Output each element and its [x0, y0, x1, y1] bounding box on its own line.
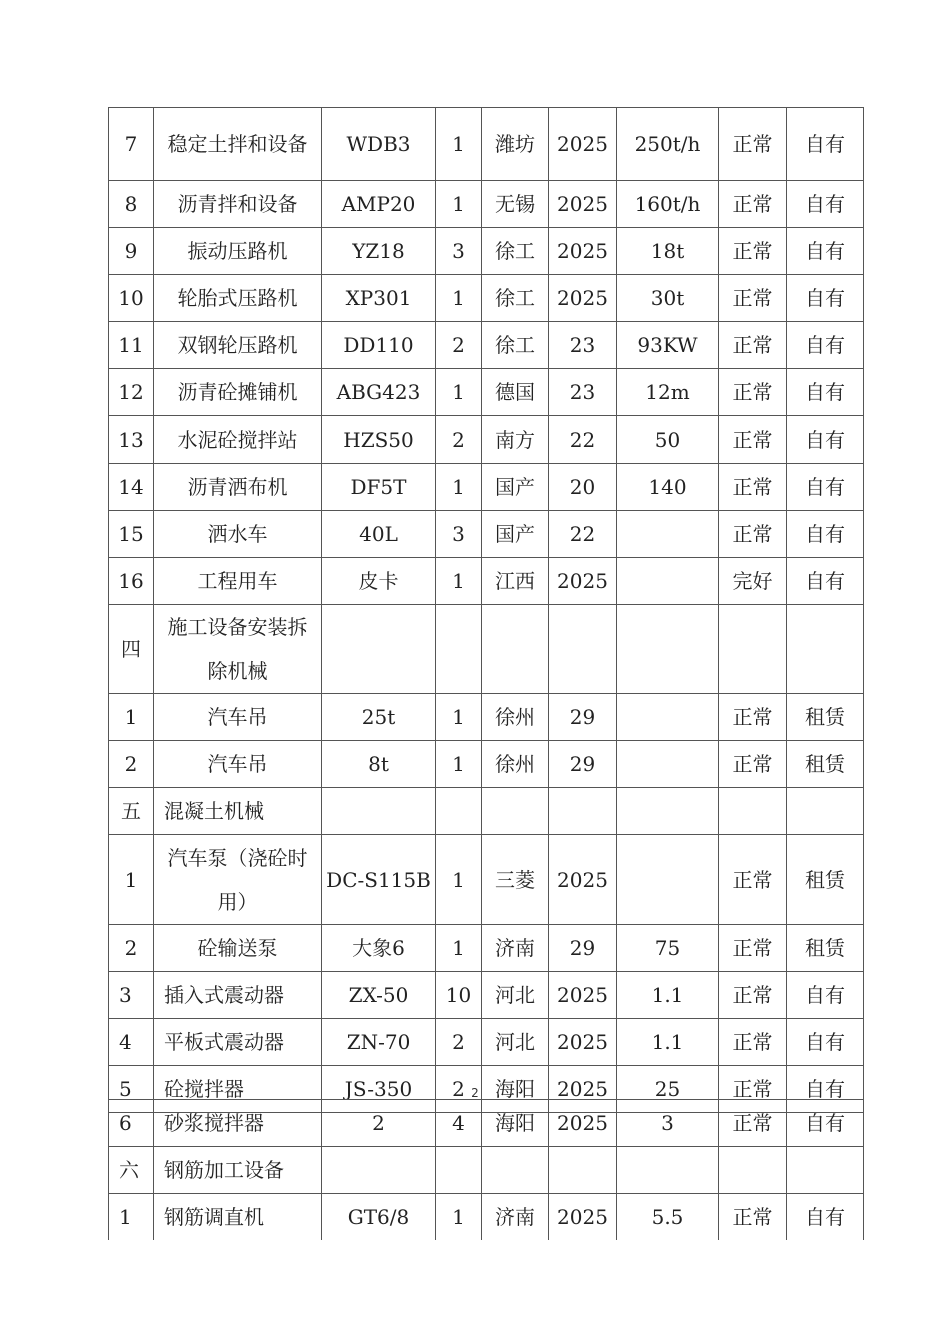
- cell-equipment-name: 汽车吊: [154, 694, 322, 741]
- equipment-table: [108, 107, 864, 1113]
- cell-origin: 徐工: [482, 228, 549, 275]
- cell-ownership: [787, 1147, 864, 1194]
- cell-origin: 德国: [482, 369, 549, 416]
- cell-model-spec: DF5T: [322, 464, 436, 511]
- cell-quantity: 1: [436, 181, 482, 228]
- table-row: [109, 108, 864, 181]
- cell-row-number: 五: [109, 788, 154, 835]
- cell-quantity: 1: [436, 369, 482, 416]
- cell-model-spec: 25t: [322, 694, 436, 741]
- table-row: [109, 694, 864, 741]
- cell-year: 2025: [549, 972, 617, 1019]
- cell-row-number: 11: [109, 322, 154, 369]
- table-row: [109, 416, 864, 464]
- cell-ownership: 自有: [787, 511, 864, 558]
- cell-status: 正常: [719, 835, 787, 925]
- cell-year: 2025: [549, 1100, 617, 1147]
- cell-quantity: 2: [436, 1066, 482, 1113]
- table-row: [109, 605, 864, 694]
- cell-status: 正常: [719, 741, 787, 788]
- cell-year: 2025: [549, 275, 617, 322]
- cell-quantity: 2: [436, 322, 482, 369]
- cell-year: 2025: [549, 1194, 617, 1241]
- cell-quantity: [436, 605, 482, 694]
- cell-model-spec: 大象6: [322, 925, 436, 972]
- cell-ownership: [787, 788, 864, 835]
- cell-model-spec: [322, 605, 436, 694]
- cell-row-number: 10: [109, 275, 154, 322]
- cell-row-number: 16: [109, 558, 154, 605]
- cell-capacity: [617, 788, 719, 835]
- cell-row-number: 12: [109, 369, 154, 416]
- cell-model-spec: DD110: [322, 322, 436, 369]
- cell-model-spec: AMP20: [322, 181, 436, 228]
- cell-equipment-name: 沥青拌和设备: [154, 181, 322, 228]
- cell-status: 正常: [719, 322, 787, 369]
- table-row: [109, 228, 864, 275]
- cell-row-number: 15: [109, 511, 154, 558]
- cell-status: [719, 605, 787, 694]
- cell-quantity: [436, 788, 482, 835]
- cell-quantity: 1: [436, 108, 482, 181]
- cell-ownership: 自有: [787, 1100, 864, 1147]
- cell-year: 2025: [549, 228, 617, 275]
- cell-origin: 海阳: [482, 1066, 549, 1113]
- cell-equipment-name: 施工设备安装拆除机械: [154, 605, 322, 694]
- cell-origin: 徐州: [482, 741, 549, 788]
- cell-row-number: 四: [109, 605, 154, 694]
- table-row: [109, 181, 864, 228]
- cell-status: 正常: [719, 181, 787, 228]
- cell-ownership: 租赁: [787, 925, 864, 972]
- cell-origin: 河北: [482, 972, 549, 1019]
- cell-capacity: 50: [617, 416, 719, 464]
- cell-capacity: 160t/h: [617, 181, 719, 228]
- cell-model-spec: WDB3: [322, 108, 436, 181]
- cell-status: 正常: [719, 464, 787, 511]
- cell-equipment-name: 砼输送泵: [154, 925, 322, 972]
- cell-capacity: 250t/h: [617, 108, 719, 181]
- cell-capacity: 3: [617, 1100, 719, 1147]
- cell-ownership: 租赁: [787, 694, 864, 741]
- cell-ownership: 自有: [787, 464, 864, 511]
- cell-row-number: 3: [109, 972, 154, 1019]
- cell-equipment-name: 工程用车: [154, 558, 322, 605]
- cell-status: [719, 1147, 787, 1194]
- cell-row-number: 4: [109, 1019, 154, 1066]
- table-row: [109, 925, 864, 972]
- table-row: [109, 464, 864, 511]
- cell-ownership: 自有: [787, 275, 864, 322]
- cell-row-number: 8: [109, 181, 154, 228]
- cell-ownership: 租赁: [787, 835, 864, 925]
- cell-year: 2025: [549, 1066, 617, 1113]
- table-row: [109, 275, 864, 322]
- cell-model-spec: JS-350: [322, 1066, 436, 1113]
- cell-status: 正常: [719, 511, 787, 558]
- cell-row-number: 六: [109, 1147, 154, 1194]
- cell-row-number: 2: [109, 741, 154, 788]
- cell-status: 完好: [719, 558, 787, 605]
- cell-year: 23: [549, 322, 617, 369]
- cell-capacity: [617, 694, 719, 741]
- cell-year: [549, 1147, 617, 1194]
- table-row: [109, 369, 864, 416]
- cell-row-number: 5: [109, 1066, 154, 1113]
- cell-capacity: 1.1: [617, 1019, 719, 1066]
- cell-origin: 江西: [482, 558, 549, 605]
- cell-status: 正常: [719, 925, 787, 972]
- table-row: [109, 1147, 864, 1194]
- cell-capacity: 93KW: [617, 322, 719, 369]
- cell-ownership: 租赁: [787, 741, 864, 788]
- cell-capacity: 5.5: [617, 1194, 719, 1241]
- cell-capacity: 1.1: [617, 972, 719, 1019]
- page-number: 2: [471, 1086, 479, 1100]
- cell-model-spec: ZX-50: [322, 972, 436, 1019]
- cell-model-spec: ABG423: [322, 369, 436, 416]
- cell-origin: 徐工: [482, 275, 549, 322]
- cell-equipment-name: 汽车吊: [154, 741, 322, 788]
- cell-quantity: 1: [436, 925, 482, 972]
- cell-model-spec: YZ18: [322, 228, 436, 275]
- cell-year: 22: [549, 416, 617, 464]
- cell-year: 29: [549, 925, 617, 972]
- cell-capacity: 25: [617, 1066, 719, 1113]
- cell-capacity: [617, 558, 719, 605]
- cell-model-spec: GT6/8: [322, 1194, 436, 1241]
- cell-quantity: 1: [436, 275, 482, 322]
- cell-row-number: 2: [109, 925, 154, 972]
- cell-row-number: 6: [109, 1100, 154, 1147]
- cell-equipment-name: 沥青洒布机: [154, 464, 322, 511]
- cell-capacity: [617, 835, 719, 925]
- cell-quantity: 1: [436, 694, 482, 741]
- cell-status: 正常: [719, 416, 787, 464]
- cell-year: 23: [549, 369, 617, 416]
- cell-model-spec: HZS50: [322, 416, 436, 464]
- table-row: [109, 1194, 864, 1241]
- cell-capacity: 140: [617, 464, 719, 511]
- cell-year: 2025: [549, 181, 617, 228]
- cell-ownership: 自有: [787, 1194, 864, 1241]
- cell-status: 正常: [719, 275, 787, 322]
- cell-year: 22: [549, 511, 617, 558]
- cell-ownership: 自有: [787, 558, 864, 605]
- cell-model-spec: 2: [322, 1100, 436, 1147]
- cell-quantity: 3: [436, 228, 482, 275]
- cell-equipment-name: 插入式震动器: [154, 972, 322, 1019]
- cell-ownership: 自有: [787, 108, 864, 181]
- cell-year: 2025: [549, 108, 617, 181]
- cell-equipment-name: 钢筋调直机: [154, 1194, 322, 1241]
- cell-equipment-name: 洒水车: [154, 511, 322, 558]
- cell-quantity: 3: [436, 511, 482, 558]
- cell-ownership: 自有: [787, 972, 864, 1019]
- cell-equipment-name: 振动压路机: [154, 228, 322, 275]
- table-row: [109, 835, 864, 925]
- cell-status: 正常: [719, 972, 787, 1019]
- cell-origin: 徐州: [482, 694, 549, 741]
- cell-equipment-name: 沥青砼摊铺机: [154, 369, 322, 416]
- cell-capacity: 75: [617, 925, 719, 972]
- cell-quantity: 1: [436, 558, 482, 605]
- cell-year: [549, 605, 617, 694]
- cell-capacity: [617, 1147, 719, 1194]
- cell-year: 2025: [549, 835, 617, 925]
- cell-origin: 国产: [482, 511, 549, 558]
- cell-row-number: 13: [109, 416, 154, 464]
- cell-capacity: 12m: [617, 369, 719, 416]
- cell-equipment-name: 水泥砼搅拌站: [154, 416, 322, 464]
- cell-origin: 河北: [482, 1019, 549, 1066]
- cell-capacity: 30t: [617, 275, 719, 322]
- cell-model-spec: 40L: [322, 511, 436, 558]
- cell-equipment-name: 混凝土机械: [154, 788, 322, 835]
- table-row: [109, 558, 864, 605]
- cell-row-number: 7: [109, 108, 154, 181]
- cell-quantity: [436, 1147, 482, 1194]
- cell-status: 正常: [719, 1066, 787, 1113]
- table-row: [109, 322, 864, 369]
- cell-model-spec: XP301: [322, 275, 436, 322]
- cell-year: 20: [549, 464, 617, 511]
- cell-quantity: 1: [436, 464, 482, 511]
- cell-equipment-name: 汽车泵（浇砼时用）: [154, 835, 322, 925]
- cell-ownership: 自有: [787, 228, 864, 275]
- table-row: [109, 1019, 864, 1066]
- cell-quantity: 2: [436, 416, 482, 464]
- table-row: [109, 741, 864, 788]
- cell-ownership: 自有: [787, 181, 864, 228]
- cell-quantity: 2: [436, 1019, 482, 1066]
- cell-origin: [482, 788, 549, 835]
- table-row: [109, 972, 864, 1019]
- cell-ownership: 自有: [787, 322, 864, 369]
- cell-row-number: 14: [109, 464, 154, 511]
- cell-equipment-name: 钢筋加工设备: [154, 1147, 322, 1194]
- cell-origin: 无锡: [482, 181, 549, 228]
- table-row: [109, 788, 864, 835]
- cell-capacity: [617, 605, 719, 694]
- cell-capacity: 18t: [617, 228, 719, 275]
- cell-equipment-name: 砂浆搅拌器: [154, 1100, 322, 1147]
- cell-model-spec: 皮卡: [322, 558, 436, 605]
- cell-status: 正常: [719, 369, 787, 416]
- cell-row-number: 1: [109, 694, 154, 741]
- cell-origin: 海阳: [482, 1100, 549, 1147]
- cell-origin: 济南: [482, 1194, 549, 1241]
- cell-ownership: [787, 605, 864, 694]
- cell-year: 29: [549, 741, 617, 788]
- cell-model-spec: DC-S115B: [322, 835, 436, 925]
- cell-origin: [482, 1147, 549, 1194]
- cell-equipment-name: 平板式震动器: [154, 1019, 322, 1066]
- table-row: [109, 511, 864, 558]
- cell-ownership: 自有: [787, 416, 864, 464]
- cell-status: 正常: [719, 1100, 787, 1147]
- equipment-table-continued: [108, 1099, 864, 1240]
- cell-origin: [482, 605, 549, 694]
- cell-year: 2025: [549, 1019, 617, 1066]
- cell-capacity: [617, 741, 719, 788]
- cell-quantity: 1: [436, 1194, 482, 1241]
- cell-origin: 潍坊: [482, 108, 549, 181]
- cell-model-spec: 8t: [322, 741, 436, 788]
- cell-row-number: 9: [109, 228, 154, 275]
- cell-equipment-name: 双钢轮压路机: [154, 322, 322, 369]
- cell-quantity: 4: [436, 1100, 482, 1147]
- cell-status: [719, 788, 787, 835]
- cell-status: 正常: [719, 694, 787, 741]
- cell-capacity: [617, 511, 719, 558]
- cell-origin: 南方: [482, 416, 549, 464]
- cell-status: 正常: [719, 1194, 787, 1241]
- cell-status: 正常: [719, 108, 787, 181]
- cell-status: 正常: [719, 228, 787, 275]
- cell-origin: 济南: [482, 925, 549, 972]
- cell-model-spec: [322, 788, 436, 835]
- cell-row-number: 1: [109, 835, 154, 925]
- cell-ownership: 自有: [787, 1066, 864, 1113]
- cell-ownership: 自有: [787, 1019, 864, 1066]
- cell-equipment-name: 稳定土拌和设备: [154, 108, 322, 181]
- cell-year: 29: [549, 694, 617, 741]
- cell-equipment-name: 砼搅拌器: [154, 1066, 322, 1113]
- cell-year: 2025: [549, 558, 617, 605]
- cell-model-spec: ZN-70: [322, 1019, 436, 1066]
- cell-equipment-name: 轮胎式压路机: [154, 275, 322, 322]
- cell-status: 正常: [719, 1019, 787, 1066]
- cell-quantity: 10: [436, 972, 482, 1019]
- cell-origin: 三菱: [482, 835, 549, 925]
- table-row: [109, 1100, 864, 1147]
- cell-year: [549, 788, 617, 835]
- cell-quantity: 1: [436, 741, 482, 788]
- cell-row-number: 1: [109, 1194, 154, 1241]
- cell-origin: 徐工: [482, 322, 549, 369]
- cell-quantity: 1: [436, 835, 482, 925]
- cell-ownership: 自有: [787, 369, 864, 416]
- cell-model-spec: [322, 1147, 436, 1194]
- cell-origin: 国产: [482, 464, 549, 511]
